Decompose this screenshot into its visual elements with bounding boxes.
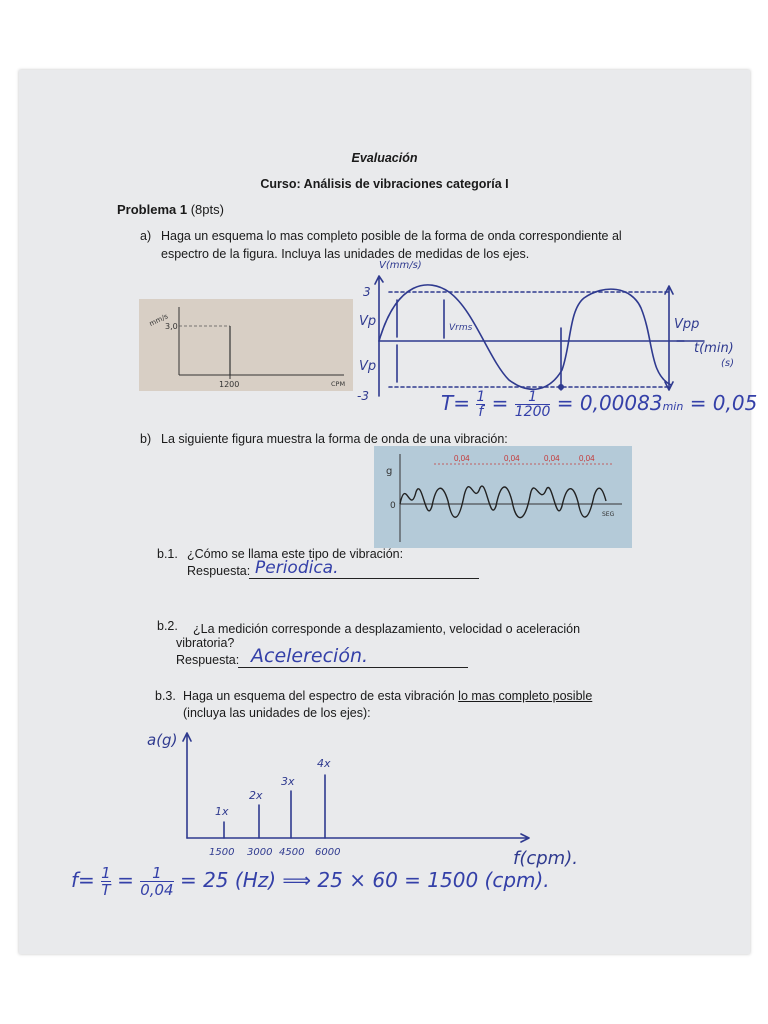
period-formula [441,390,757,419]
b3-question-text: Haga un esquema del espectro de esta vibración [183,689,459,703]
spectrum-figure [139,299,353,391]
spectrum-figure-svg [139,299,353,391]
waveform-y-bottom: -3 [357,389,369,403]
freq-eq2: = [117,868,134,892]
period-den-1200: 1200 [514,404,551,420]
b1-number: b.1. [157,547,178,561]
spectrum-sketch-y-label: a(g) [147,731,178,749]
b2-answer: Acelereción. [251,645,369,667]
part-a-line1: Haga un esquema lo mas completo posible de la forma de onda correspondiente al [161,229,622,243]
b3-question-line1 [183,689,592,704]
course-title: Curso: Análisis de vibraciones categoría I [260,177,509,191]
waveform-y-axis [375,276,383,396]
freq-fraction-1 [101,865,111,898]
part-a-line2: espectro de la figura. Incluya las unidades de medidas de los ejes. [161,247,530,261]
tick-1500: 1500 [209,847,235,858]
waveform-peak-lines [389,292,669,387]
b3-question-emphasis: lo mas completo posible [458,689,593,703]
spectrum-x-unit: CPM [331,380,346,388]
waveform-x-axis-label: t(min) [694,341,734,356]
interval-label-3: 0,04 [544,454,560,463]
spectrum-sketch-y-axis [183,733,191,838]
spectrum-y-label: mm/s [148,312,170,329]
waveform-figure [374,446,632,548]
b1-answer-label: Respuesta: [187,564,251,578]
waveform-figure-svg [374,446,632,548]
waveform-y-axis-label: V(mm/s) [379,260,422,271]
interval-label-4: 0,04 [579,454,595,463]
period-fraction-1 [476,390,485,419]
b1-answer-line [249,578,479,579]
spectrum-sketch-x-axis [187,834,529,842]
problem-points: (8pts) [190,202,224,217]
period-den-f: f [478,404,484,420]
exam-title: Evaluación [351,151,418,165]
exam-sheet [19,70,758,954]
period-num-1: 1 [476,389,486,405]
freq-result: = 25 (Hz) ⟹ 25 × 60 = 1500 (cpm). [179,868,550,892]
waveform-x-axis-label2: (s) [721,358,735,369]
problem-heading [117,202,224,217]
spectrum-sketch [139,725,619,869]
tick-6000: 6000 [315,847,341,858]
frequency-formula [71,865,550,898]
b2-answer-label: Respuesta: [176,653,240,667]
peak-label-3x: 3x [281,775,295,788]
period-eq2: = [491,391,509,415]
period-t-eq: T= [441,391,470,415]
waveform-figure-x-unit: SEG [602,511,615,518]
waveform-figure-zero: 0 [390,501,396,511]
peak-label-4x: 4x [317,757,331,770]
spectrum-sketch-x-label: f(cpm). [513,848,578,869]
tick-4500: 4500 [279,847,305,858]
period-num-2: 1 [515,390,551,405]
interval-label-2: 0,04 [504,454,520,463]
part-a-letter: a) [140,229,152,243]
freq-fraction-2 [140,865,173,898]
period-result2: = 0,05 [689,391,758,415]
waveform-vrms-label: Vrms [449,323,473,333]
b2-number: b.2. [157,619,178,633]
peak-label-1x: 1x [215,805,229,818]
part-b-text: La siguiente figura muestra la forma de onda de una vibración: [161,432,508,446]
waveform-vpp-label: Vpp [674,317,700,332]
b3-number: b.3. [155,689,176,703]
period-fraction-2 [515,390,551,419]
freq-num-1: 1 [101,864,111,882]
tick-3000: 3000 [247,847,273,858]
b2-question-line2: vibratoria? [176,636,235,650]
waveform-vpp-arrow [665,286,673,390]
freq-den-004: 0,04 [140,881,174,899]
b3-question-line2: (incluya las unidades de los ejes): [183,706,371,720]
waveform-curve [379,285,671,389]
b2-answer-line [238,667,468,668]
period-result: = 0,00083 [556,391,663,415]
period-unit: min [662,400,684,413]
interval-label-1: 0,04 [454,454,470,463]
b1-answer: Periodica. [255,558,339,578]
waveform-vp-lower: Vp [359,359,377,374]
waveform-figure-y-label: g [386,466,393,477]
b2-question-line1: ¿La medición corresponde a desplazamiento, velocidad o aceleración [193,622,581,636]
peak-label-2x: 2x [249,789,263,802]
spectrum-y-value: 3,0 [165,322,178,331]
freq-f-eq: f= [71,868,95,892]
problem-label: Problema 1 [117,202,188,217]
freq-den-t: T [101,881,111,899]
waveform-y-top: 3 [363,285,371,299]
b1-question: ¿Cómo se llama este tipo de vibración: [187,547,404,561]
part-b-letter: b) [140,432,152,446]
freq-num-2: 1 [140,865,173,882]
waveform-vp-upper: Vp [359,314,377,329]
spectrum-x-value: 1200 [219,380,240,389]
